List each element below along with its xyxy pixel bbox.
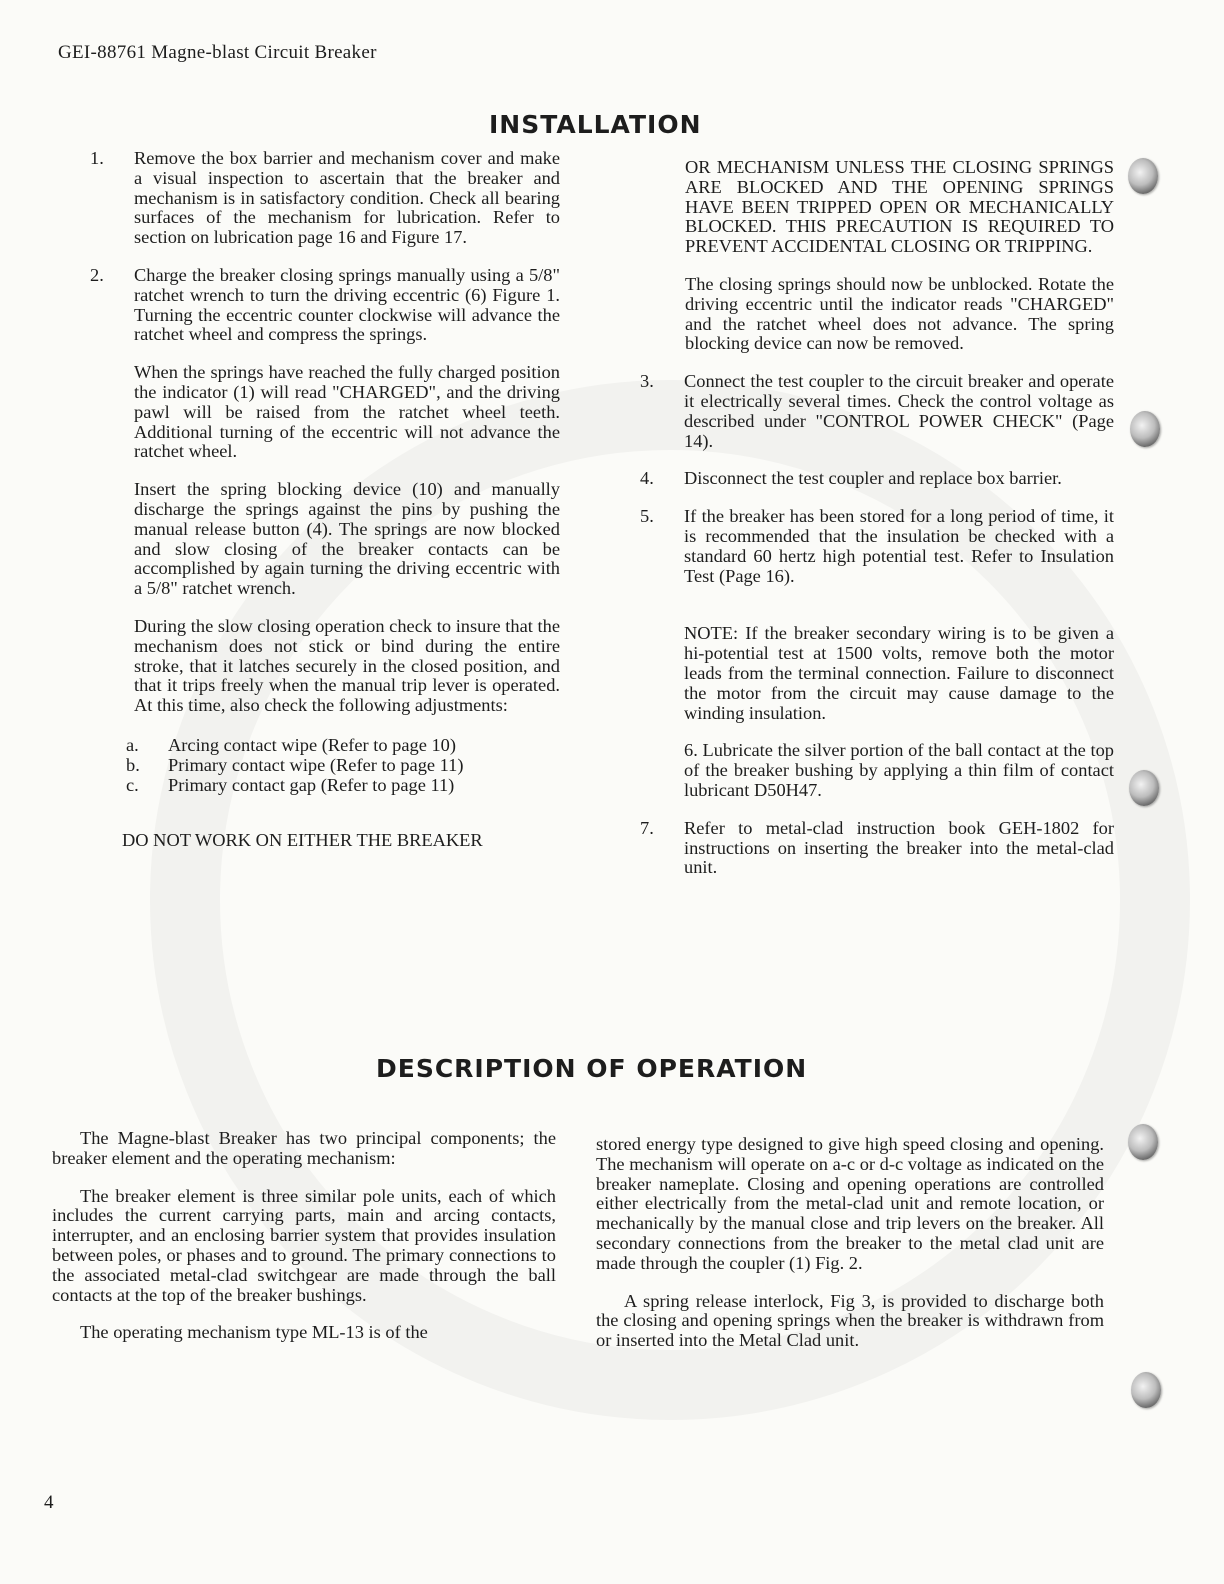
punch-hole-3: [1129, 770, 1159, 806]
paragraph: The closing springs should now be unblocked. Rotate the driving eccentric until the indicator reads "CHARGED" and the ratchet wheel does not advance. The spring blocking device can now be removed.: [685, 273, 1114, 354]
item-text: Refer to metal-clad instruction book GEH-1802 for instructions on inserting the breaker into the metal-clad unit.: [684, 817, 1114, 878]
list-item: [640, 469, 1114, 489]
item-text: Remove the box barrier and mechanism cover and make a visual inspection to ascertain that the breaker and mechanism is in satisfactory condition. Check all bearing surfaces of the mechanism for lubrication. Refer to section on lubrication page 16 and Figure 17.: [134, 148, 560, 248]
list-item: a. Arcing contact wipe (Refer to page 10): [126, 734, 457, 755]
list-item: [640, 819, 1114, 878]
punch-hole-1: [1128, 158, 1158, 194]
paragraph: The breaker element is three similar pole units, each of which includes the current carrying parts, main and arcing contacts, interrupter, and an enclosing barrier system that provides insulation between poles, or phases and to ground. The primary connections to the associated metal-clad switchgear are made through the ball contacts at the top of the breaker bushings.: [52, 1185, 556, 1305]
list-item: 6. Lubricate the silver portion of the ball contact at the top of the breaker bushing by applying a thin film of contact lubricant D50H47.: [684, 740, 1114, 800]
adjustment-list: [126, 736, 560, 795]
operation-right-column: [596, 1135, 1104, 1351]
item-number: 4.: [640, 468, 654, 489]
operation-heading: DESCRIPTION OF OPERATION: [376, 1054, 808, 1083]
item-text: Connect the test coupler to the circuit breaker and operate it electrically several times. Check the control voltage as described under "CONTROL POWER CHECK" (Page 14).: [684, 371, 1114, 451]
list-item: [90, 149, 560, 248]
list-item: [640, 372, 1114, 451]
paragraph: The operating mechanism type ML-13 is of the: [80, 1322, 428, 1343]
installation-right-column: [640, 158, 1114, 878]
punch-hole-4: [1128, 1124, 1158, 1160]
note: NOTE: If the breaker secondary wiring is to be given a hi-potential test at 1500 volts, remove both the motor leads from the terminal connection. Failure to disconnect the motor from the circuit may cause damage to the winding insulation.: [684, 623, 1114, 723]
item-number: 7.: [640, 817, 654, 838]
list-item: [90, 266, 560, 716]
paragraph: The Magne-blast Breaker has two principal components; the breaker element and the operating mechanism:: [52, 1128, 556, 1168]
item-text: Disconnect the test coupler and replace box barrier.: [684, 468, 1062, 489]
punch-hole-2: [1130, 411, 1160, 447]
paragraph: A spring release interlock, Fig 3, is provided to discharge both the closing and opening springs when the breaker is withdrawn from or inserted into the Metal Clad unit.: [596, 1290, 1104, 1351]
warning-text-start: DO NOT WORK ON EITHER THE BREAKER: [122, 830, 483, 851]
paragraph: When the springs have reached the fully charged position the indicator (1) will read "CHARGED", and the driving pawl will be raised from the ratchet wheel teeth. Additional turning of the eccentric will not advance the ratchet wheel.: [134, 362, 560, 462]
installation-heading: INSTALLATION: [489, 110, 702, 139]
paragraph: stored energy type designed to give high speed closing and opening. The mechanism will operate on a-c or d-c voltage as indicated on the breaker nameplate. Closing and opening operations are controlled either electrically from the metal-clad unit and remote location, or mechanically by the manual close and trip levers on the breaker. All secondary connections from the breaker to the metal clad unit are made through the coupler (1) Fig. 2.: [596, 1134, 1104, 1273]
item-number: 1.: [90, 148, 104, 168]
item-text: If the breaker has been stored for a long period of time, it is recommended that the insulation be checked with a standard 60 hertz high potential test. Refer to Insulation Test (Page 16).: [684, 506, 1114, 586]
paragraph: During the slow closing operation check to insure that the mechanism does not stick or bind during the entire stroke, that it latches securely in the closed position, and that it trips freely when the manual trip lever is operated. At this time, also check the following adjustments:: [134, 615, 560, 716]
punch-hole-5: [1131, 1372, 1161, 1408]
list-item: [640, 507, 1114, 586]
page-number: 4: [44, 1492, 54, 1513]
paragraph: Insert the spring blocking device (10) and manually discharge the springs against the pins by pushing the manual release button (4). The springs are now blocked and slow closing of the breaker contacts can be accomplished by again turning the driving eccentric with a 5/8" ratchet wrench.: [134, 479, 560, 599]
list-item: c. Primary contact gap (Refer to page 11): [126, 774, 455, 795]
installation-left-column: [90, 149, 560, 851]
item-text: Charge the breaker closing springs manually using a 5/8" ratchet wrench to turn the driving eccentric (6) Figure 1. Turning the eccentric counter clockwise will advance the ratchet wheel and compress the springs.: [134, 264, 560, 345]
item-number: 2.: [90, 264, 104, 285]
warning-text: OR MECHANISM UNLESS THE CLOSING SPRINGS ARE BLOCKED AND THE OPENING SPRINGS HAVE BEEN TRIPPED OPEN OR MECHANICALLY BLOCKED. THIS PRECAUTION IS REQUIRED TO PREVENT ACCIDENTAL CLOSING OR TRIPPING.: [685, 157, 1114, 257]
list-item: b. Primary contact wipe (Refer to page 11): [126, 754, 464, 775]
running-head: GEI-88761 Magne-blast Circuit Breaker: [58, 42, 377, 63]
item-number: 3.: [640, 371, 654, 392]
item-number: 5.: [640, 506, 654, 527]
operation-left-column: [52, 1129, 556, 1343]
